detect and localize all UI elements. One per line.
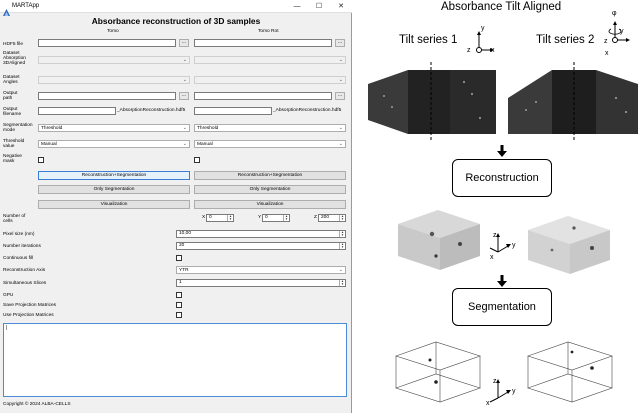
- tomo-segmentation-mode-select[interactable]: [38, 124, 190, 132]
- spin-arrows-icon[interactable]: ▴ ▾: [339, 215, 345, 221]
- tomo-rot-output-path-input[interactable]: [194, 92, 332, 100]
- tilt-series-1-label: Tilt series 1: [399, 34, 458, 46]
- reconstruction-volume-2: [522, 210, 618, 278]
- tomo-rot-output-filename-input[interactable]: [194, 107, 272, 115]
- tomo-threshold-value-select[interactable]: [38, 140, 190, 148]
- column-header-tomo: Tomo: [107, 29, 119, 34]
- down-arrow-icon: [497, 274, 507, 286]
- tilt-series-2-label: Tilt series 2: [536, 34, 595, 46]
- tomo-rot-threshold-value-select[interactable]: [194, 140, 346, 148]
- spin-arrows-icon[interactable]: ▴ ▾: [339, 231, 345, 237]
- number-iterations-label: Number iterations: [3, 244, 41, 249]
- gpu-label: GPU: [3, 293, 14, 298]
- chevron-down-icon: ⌄: [338, 267, 343, 273]
- column-header-tomo-rot: Tomo Rot: [258, 29, 279, 34]
- hdf5-file-label: HDF5 file: [3, 42, 23, 47]
- tomo-reconstruction-segmentation-button[interactable]: Reconstruction+Segmentation: [38, 171, 190, 180]
- reconstruction-box: [452, 159, 552, 197]
- volume-axis-x: x: [490, 254, 494, 261]
- output-path-label: Output path: [3, 91, 18, 101]
- number-iterations-spinbox[interactable]: [176, 242, 346, 250]
- tomo-output-browse-button[interactable]: ...: [179, 92, 189, 100]
- tomo-rot-reconstruction-segmentation-button[interactable]: Reconstruction+Segmentation: [194, 171, 346, 180]
- cells-z-spinbox[interactable]: [318, 214, 346, 222]
- tomo-rot-visualization-button[interactable]: Visualization: [194, 200, 346, 209]
- tomo-rot-dataset-angles-select[interactable]: [194, 76, 346, 84]
- tomo-hdf5-file-input[interactable]: [38, 39, 176, 47]
- tomo-rot-dataset-absorption-select[interactable]: [194, 56, 346, 64]
- tomo-rot-output-browse-button[interactable]: ...: [335, 92, 345, 100]
- reconstruction-volume-1: [390, 204, 486, 274]
- tomo-rot-hdf5-browse-button[interactable]: ...: [335, 39, 345, 47]
- use-projection-matrices-label: Use Projection Matrices: [3, 313, 54, 318]
- spin-value: 20: [179, 243, 185, 248]
- tomo-rot-only-segmentation-button[interactable]: Only Segmentation: [194, 185, 346, 194]
- spin-value: 0: [209, 215, 212, 220]
- seg-axis-y: y: [512, 388, 516, 395]
- tomo-rot-negative-mask-checkbox[interactable]: [194, 157, 200, 163]
- segmentation-label: Segmentation: [468, 301, 536, 313]
- pixel-size-label: Pixel size (nm): [3, 232, 35, 237]
- spin-value: 0: [265, 215, 268, 220]
- save-projection-matrices-label: Save Projection Matrices: [3, 303, 57, 308]
- spin-value: 1: [179, 280, 182, 285]
- spin-arrows-icon[interactable]: ▴ ▾: [227, 215, 233, 221]
- seg-axis-x: x: [486, 400, 490, 407]
- chevron-down-icon: ⌄: [338, 57, 343, 63]
- cells-z-label: Z: [314, 215, 317, 220]
- chevron-down-icon: ⌄: [338, 141, 343, 147]
- footer-copyright: Copyright © 2024 ALBA-CELLS: [3, 402, 71, 407]
- cells-x-spinbox[interactable]: [206, 214, 234, 222]
- simultaneous-slices-label: Simultaneous Slices: [3, 281, 47, 286]
- figure-title: Absorbance Tilt Aligned: [441, 1, 562, 13]
- tomo-only-segmentation-button[interactable]: Only Segmentation: [38, 185, 190, 194]
- spin-arrows-icon[interactable]: ▴ ▾: [283, 215, 289, 221]
- tilt1-axis-x: x: [491, 47, 495, 54]
- cells-y-spinbox[interactable]: [262, 214, 290, 222]
- spin-arrows-icon[interactable]: ▴ ▾: [339, 280, 345, 286]
- output-filename-label: Output filename: [3, 107, 22, 117]
- reconstruction-label: Reconstruction: [465, 172, 539, 184]
- chevron-down-icon: ⌄: [338, 77, 343, 83]
- pixel-size-spinbox[interactable]: [176, 230, 346, 238]
- chevron-down-icon: ⌄: [182, 125, 187, 131]
- page-heading: Absorbance reconstruction of 3D samples: [91, 16, 261, 26]
- tomo-dataset-angles-select[interactable]: [38, 76, 190, 84]
- number-of-cells-label: Number of cells: [3, 214, 26, 224]
- segmentation-mode-label: Segmentation mode: [3, 123, 33, 133]
- cells-x-label: X: [202, 215, 206, 220]
- minimize-button[interactable]: —: [293, 3, 301, 10]
- selected-value: Manual: [197, 142, 213, 147]
- threshold-value-label: Threshold value: [3, 139, 25, 149]
- tomo-visualization-button[interactable]: Visualization: [38, 200, 190, 209]
- tilt1-axis-z: z: [467, 47, 471, 54]
- tomo-dataset-absorption-select[interactable]: [38, 56, 190, 64]
- chevron-down-icon: ⌄: [182, 57, 187, 63]
- spin-arrows-icon[interactable]: ▴ ▾: [339, 243, 345, 249]
- dataset-absorption-label: Dataset Absorption 3DAligned: [3, 51, 26, 66]
- maximize-button[interactable]: ☐: [315, 3, 323, 10]
- chevron-down-icon: ⌄: [338, 125, 343, 131]
- tilt2-axis-y: y: [620, 28, 624, 35]
- chevron-down-icon: ⌄: [182, 141, 187, 147]
- cells-y-label: Y: [258, 215, 262, 220]
- simultaneous-slices-spinbox[interactable]: [176, 279, 346, 287]
- tomo-negative-mask-checkbox[interactable]: [38, 157, 44, 163]
- tomo-rot-segmentation-mode-select[interactable]: [194, 124, 346, 132]
- selected-value: Threshold: [41, 126, 63, 131]
- tomo-output-filename-input[interactable]: [38, 107, 116, 115]
- tomo-rot-filename-suffix: _AbsorptionReconstruction.hdf5: [273, 108, 342, 113]
- reconstruction-axis-select[interactable]: [176, 266, 346, 274]
- window-title: MARTApp: [12, 3, 40, 9]
- spin-value: 200: [321, 215, 330, 220]
- segmentation-box: [452, 288, 552, 326]
- selected-value: Manual: [41, 142, 57, 147]
- selected-value: YTR: [179, 268, 189, 273]
- spin-value: 10,00: [179, 231, 192, 236]
- selected-value: Threshold: [197, 126, 219, 131]
- tomo-output-path-input[interactable]: [38, 92, 176, 100]
- log-output-textarea[interactable]: [3, 323, 347, 397]
- tilt1-axis-y: y: [481, 25, 485, 32]
- chevron-down-icon: ⌄: [182, 77, 187, 83]
- segmentation-volume-2: [522, 336, 618, 408]
- tilt2-axis-phi: φ: [612, 10, 617, 17]
- tomo-rot-hdf5-file-input[interactable]: [194, 39, 332, 47]
- continuous-fill-label: Continuous fill: [3, 256, 34, 261]
- negative-mask-label: Negative mask: [3, 154, 22, 164]
- reconstruction-axis-label: Reconstruction Axis: [3, 268, 46, 273]
- app-icon: [3, 3, 10, 10]
- save-projection-matrices-checkbox[interactable]: [176, 302, 182, 308]
- gpu-checkbox[interactable]: [176, 292, 182, 298]
- continuous-fill-checkbox[interactable]: [176, 255, 182, 261]
- tomo-filename-suffix: _AbsorptionReconstruction.hdf5: [117, 108, 186, 113]
- segmentation-volume-1: [390, 336, 486, 408]
- dataset-angles-label: Dataset Angles: [3, 75, 20, 85]
- tilt2-axis-x: x: [605, 50, 609, 57]
- use-projection-matrices-checkbox[interactable]: [176, 312, 182, 318]
- title-bar: [0, 0, 352, 13]
- close-button[interactable]: ✕: [338, 3, 344, 10]
- tilt2-axis-z: z: [604, 38, 608, 45]
- tomo-hdf5-browse-button[interactable]: ...: [179, 39, 189, 47]
- tilt-series-1-image: [364, 62, 502, 140]
- volume-axis-y: y: [512, 242, 516, 249]
- down-arrow-icon: [497, 144, 507, 156]
- text-cursor: |: [6, 325, 8, 331]
- tilt-series-2-image: [506, 62, 640, 140]
- seg-axis-z: z: [493, 378, 497, 385]
- volume-axis-z: z: [493, 232, 497, 239]
